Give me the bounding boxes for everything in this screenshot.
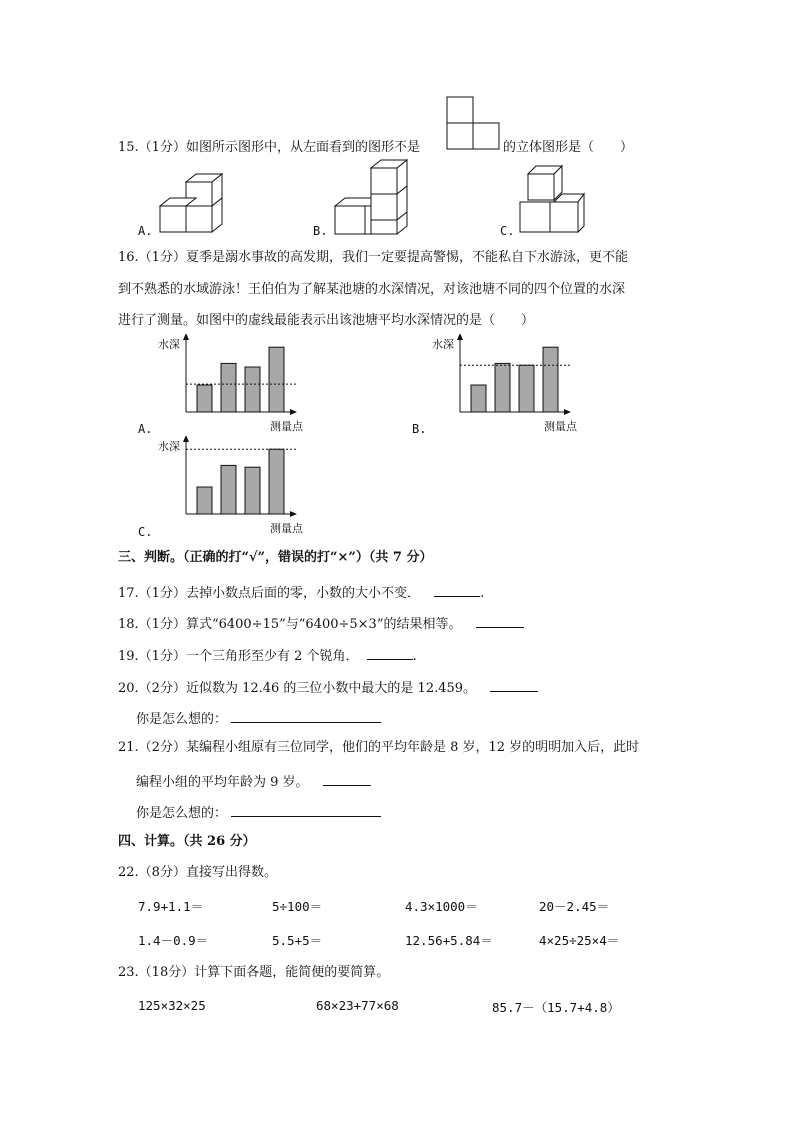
q22-r2c4: 4×25÷25×4＝ <box>539 933 620 948</box>
y-axis-arrow <box>183 334 189 340</box>
q20-question: 20.（2分）近似数为 12.46 的三位小数中最大的是 12.459。 <box>118 681 477 696</box>
q16-option-a[interactable]: A. <box>138 422 153 436</box>
q21-reasoning <box>136 802 381 823</box>
bar-4 <box>269 347 284 412</box>
q15-text-before: 15.（1分）如图所示图形中，从左面看到的图形不是 <box>118 140 420 155</box>
y-axis-label: 水深 <box>158 440 180 453</box>
q20-answer-blank[interactable] <box>490 677 538 692</box>
q22-r2c2: 5.5+5＝ <box>272 933 323 948</box>
solid-figure-a <box>158 172 230 236</box>
x-axis-label: 测量点 <box>270 420 303 433</box>
q21-reasoning-blank[interactable] <box>231 802 381 817</box>
q21-line-2 <box>136 771 371 792</box>
bar-2 <box>221 363 236 412</box>
q19-text <box>118 645 417 666</box>
q20-reasoning <box>136 708 381 729</box>
y-axis-label: 水深 <box>158 338 180 351</box>
chart-option-a <box>150 334 320 436</box>
q16-line-3: 进行了测量。如图中的虚线最能表示出该池塘平均水深情况的是（ ） <box>118 313 535 328</box>
bar-2 <box>495 363 510 412</box>
bar-3 <box>245 467 260 514</box>
bar-3 <box>519 365 534 412</box>
q21-question-end: 编程小组的平均年龄为 9 岁。 <box>136 775 309 790</box>
left-view-figure <box>446 96 502 152</box>
solid-figure-c <box>518 164 586 236</box>
q16-option-c[interactable]: C. <box>138 525 153 539</box>
q16-line-2: 到不熟悉的水域游泳！王伯伯为了解某池塘的水深情况，对该池塘不同的四个位置的水深 <box>118 282 626 297</box>
x-axis-label: 测量点 <box>270 522 303 535</box>
q15-option-c[interactable]: C. <box>500 224 515 238</box>
bar-1 <box>471 385 486 412</box>
section-4-title: 四、计算。（共 26 分） <box>118 834 256 849</box>
q16-option-b[interactable]: B. <box>412 422 427 436</box>
q18-answer-blank[interactable] <box>476 613 524 628</box>
q18-question: 18.（1分）算式“6400÷15”与“6400÷5×3”的结果相等。 <box>118 617 462 632</box>
chart-option-b <box>424 334 594 436</box>
q23-text: 23.（18分）计算下面各题，能简便的要简算。 <box>118 965 390 980</box>
q21-answer-blank[interactable] <box>323 771 371 786</box>
q21-how-label: 你是怎么想的： <box>136 806 228 821</box>
q17-question: 17.（1分）去掉小数点后面的零，小数的大小不变． <box>118 586 420 601</box>
q23-r1c1: 125×32×25 <box>138 998 206 1013</box>
x-axis-arrow <box>290 409 297 415</box>
q23-r1c3: 85.7－（15.7+4.8） <box>492 1000 620 1015</box>
q22-r1c1: 7.9+1.1＝ <box>138 899 204 914</box>
q20-how-label: 你是怎么想的： <box>136 712 228 727</box>
bar-2 <box>221 465 236 514</box>
q22-r2c3: 12.56+5.84＝ <box>405 933 493 948</box>
q22-r2c1: 1.4－0.9＝ <box>138 933 209 948</box>
bar-1 <box>197 487 212 514</box>
y-axis-arrow <box>183 436 189 442</box>
q22-r1c3: 4.3×1000＝ <box>405 899 478 914</box>
bar-4 <box>269 449 284 514</box>
q16-line-1: 16.（1分）夏季是溺水事故的高发期，我们一定要提高警惕，不能私自下水游泳，更不能 <box>118 250 628 265</box>
q15-text-after: 的立体图形是（ ） <box>503 140 634 155</box>
bar-1 <box>197 385 212 412</box>
y-axis-arrow <box>457 334 463 340</box>
q15-option-a[interactable]: A. <box>138 224 153 238</box>
q17-end: . <box>480 586 485 601</box>
q15-option-b[interactable]: B. <box>313 224 328 238</box>
q23-r1c2: 68×23+77×68 <box>316 998 399 1013</box>
x-axis-label: 测量点 <box>544 420 577 433</box>
q19-end: . <box>412 649 417 664</box>
q19-answer-blank[interactable] <box>367 645 413 660</box>
q22-text: 22.（8分）直接写出得数。 <box>118 865 277 880</box>
bar-4 <box>543 347 558 412</box>
q22-r1c2: 5÷100＝ <box>272 899 323 914</box>
q20-text <box>118 677 538 698</box>
q20-reasoning-blank[interactable] <box>231 708 381 723</box>
q18-text <box>118 613 524 634</box>
x-axis-arrow <box>290 511 297 517</box>
q22-r1c4: 20－2.45＝ <box>539 899 610 914</box>
chart-option-c <box>150 436 320 540</box>
y-axis-label: 水深 <box>432 338 454 351</box>
q17-answer-blank[interactable] <box>434 582 480 597</box>
q19-question: 19.（1分）一个三角形至少有 2 个锐角． <box>118 649 359 664</box>
section-3-title: 三、判断。（正确的打“√”，错误的打“×”）（共 7 分） <box>118 550 433 565</box>
q21-line-1: 21.（2分）某编程小组原有三位同学，他们的平均年龄是 8 岁，12 岁的明明加入后，此时 <box>118 740 640 755</box>
bar-3 <box>245 367 260 412</box>
x-axis-arrow <box>564 409 571 415</box>
solid-figure-b <box>333 158 413 238</box>
q17-text <box>118 582 484 603</box>
